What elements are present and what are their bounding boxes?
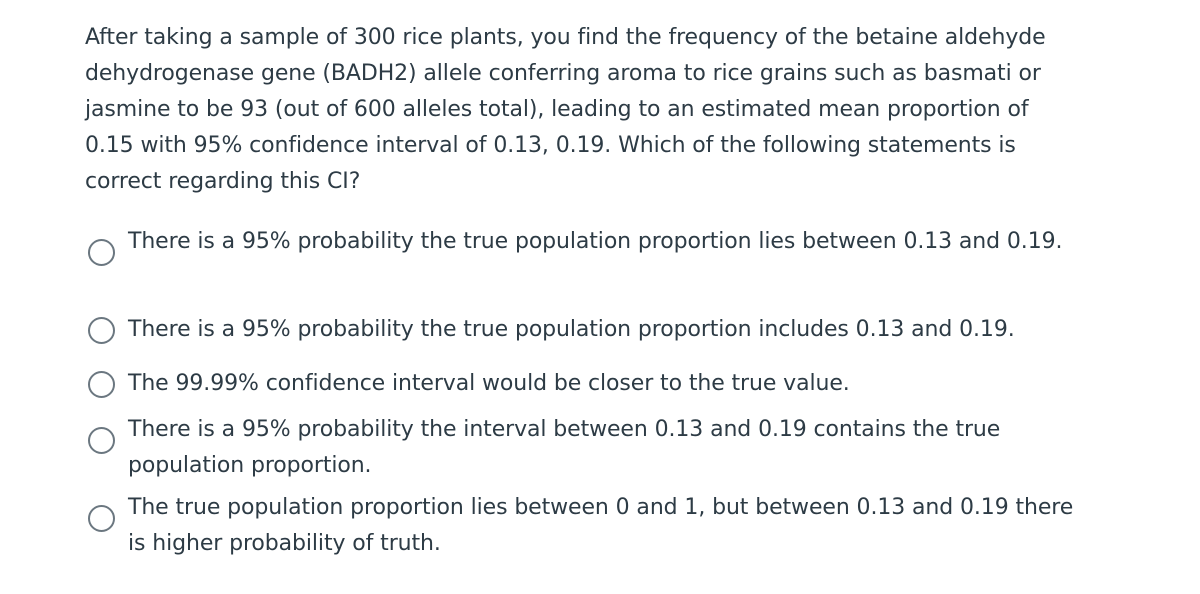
answer-option-4[interactable] (88, 412, 1088, 490)
answer-label: The 99.99% confidence interval would be closer to the true value. (128, 371, 850, 396)
radio-button-icon[interactable] (88, 239, 115, 266)
radio-button-icon[interactable] (88, 317, 115, 344)
answer-list (88, 224, 1088, 570)
radio-button-icon[interactable] (88, 505, 115, 532)
answer-option-3[interactable] (88, 366, 1088, 412)
answer-option-5[interactable] (88, 490, 1088, 570)
radio-button-icon[interactable] (88, 371, 115, 398)
answer-option-2[interactable] (88, 312, 1088, 366)
answer-label: There is a 95% probability the interval between 0.13 and 0.19 contains the true population proportion. (128, 417, 1001, 478)
answer-label: There is a 95% probability the true population proportion includes 0.13 and 0.19. (128, 317, 1015, 342)
answer-label: The true population proportion lies between 0 and 1, but between 0.13 and 0.19 there is higher probability of truth. (128, 495, 1074, 556)
answer-option-1[interactable] (88, 224, 1088, 312)
question-text: After taking a sample of 300 rice plants, you find the frequency of the betaine aldehyde dehydrogenase gene (BADH2) allele conferring aroma to rice grains such as basmati or jasmine to be 93 (out of 600 alleles total), leading to an estimated mean proportion of 0.15 with 95% confidence interval of 0.13, 0.19. Which of the following statements is correct regarding this CI? (85, 25, 1046, 194)
radio-button-icon[interactable] (88, 427, 115, 454)
answer-label: There is a 95% probability the true population proportion lies between 0.13 and 0.19. (128, 229, 1063, 254)
